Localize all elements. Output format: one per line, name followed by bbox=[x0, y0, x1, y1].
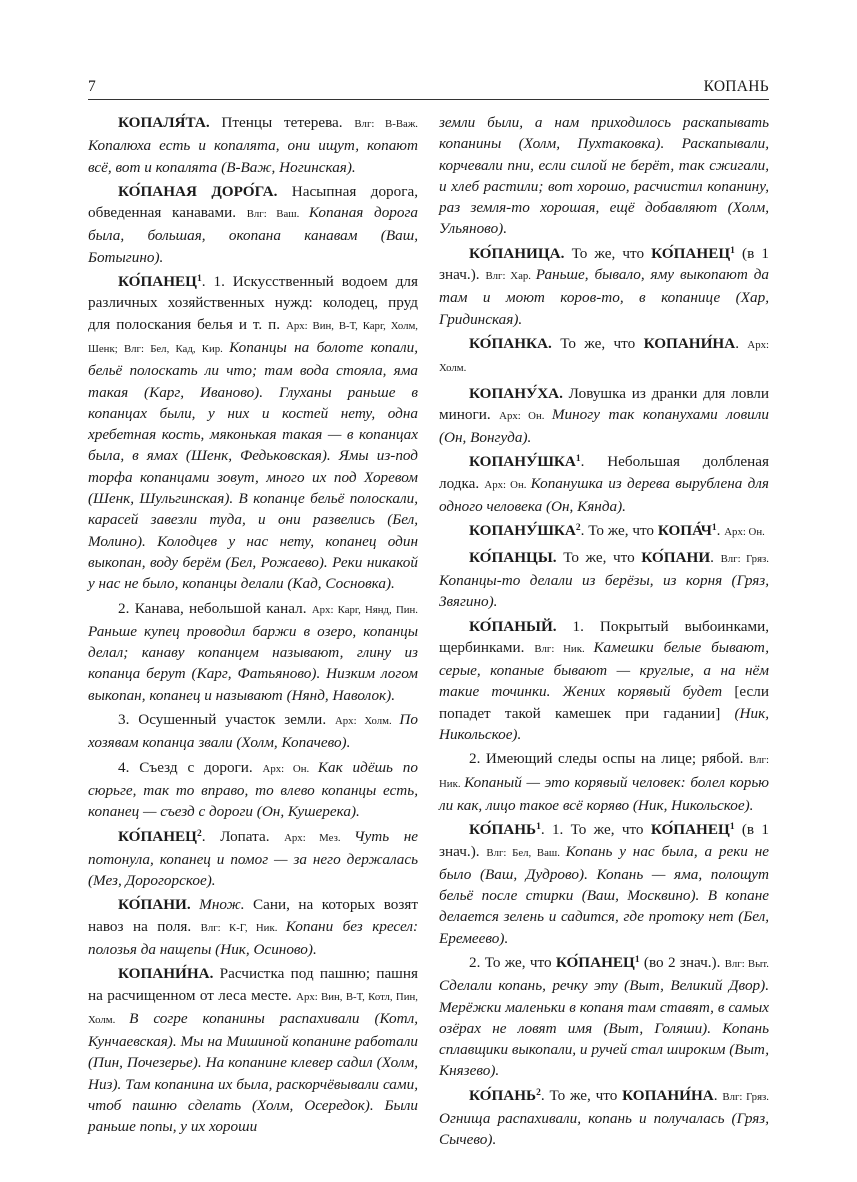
entry-kopanina bbox=[88, 963, 418, 1137]
editorial-note: [если попадет такой камешек при гадании] bbox=[439, 683, 769, 722]
homonym-index: 1 bbox=[536, 822, 541, 833]
source-label: Влг: Ник. bbox=[439, 754, 769, 790]
definition: 2. Канава, небольшой канал. bbox=[118, 599, 312, 617]
example: Камешки белые бывают, серые, копаные бывают — круглые, а на нём такие точинки. Жених корявый будет bbox=[439, 638, 770, 701]
cross-reference: КО́ПАНЕЦ bbox=[650, 821, 730, 839]
entry-kopanyy-sense-2 bbox=[439, 748, 769, 816]
entry-kopanaya-doroga bbox=[88, 181, 418, 268]
entry-kopanina-continued bbox=[439, 112, 769, 240]
definition: Насыпная дорога, обведенная канавами. bbox=[88, 182, 418, 222]
headword: КОПАЛЯ́ТА. bbox=[118, 114, 210, 131]
definition: (во 2 знач.). bbox=[639, 953, 725, 971]
definition: 3. Осушенный участок земли. bbox=[118, 711, 335, 729]
grammar-note: Множ. bbox=[199, 896, 245, 914]
entry-kopanushka-1 bbox=[439, 451, 769, 517]
example: Копанцы-то делали из берёзы, из корня (Гряз, Звягино). bbox=[439, 571, 769, 611]
entry-kopanitsa bbox=[439, 243, 769, 330]
page-header bbox=[88, 74, 769, 100]
source-label: Арх: Он. bbox=[262, 762, 318, 775]
definition: Расчистка под пашню; пашня на расчищенном от леса месте. bbox=[88, 965, 418, 1004]
definition: . То же, что bbox=[540, 1086, 623, 1104]
definition: . bbox=[710, 548, 721, 566]
example: Как идёшь по сюрьге, так то вправо, то влево копанцы есть, копанец — съезд с дороги (Он, Кушерека). bbox=[88, 758, 418, 821]
entry-kopan-1-sense-2 bbox=[439, 952, 769, 1082]
source-label: Арх: Он. bbox=[484, 478, 531, 491]
homonym-index: 1 bbox=[730, 245, 735, 256]
entry-kopalyata bbox=[88, 112, 418, 178]
definition: То же, что bbox=[564, 244, 652, 262]
homonym-index: 2 bbox=[536, 1087, 541, 1098]
entry-kopan-1 bbox=[439, 819, 769, 949]
entry-kopanets-1-sense-3 bbox=[88, 709, 418, 754]
definition bbox=[191, 896, 200, 913]
example: (Ник, Никольское). bbox=[439, 704, 769, 744]
example: Копаная дорога была, большая, окопана канавам (Ваш, Ботыгино). bbox=[88, 204, 418, 266]
headword: КО́ПАНИЦА. bbox=[469, 244, 565, 262]
example: Сделали копань, речку эту (Выт, Великий Двор). Мерёжки маленьки в копаня там ставят, в самых озёрах не ловят имя (Выт, Голяши). Копань сплавщики выкопали, и ручей стал широким (Выт, Князево). bbox=[439, 977, 769, 1080]
source-label: Влг: Гряз. bbox=[722, 1090, 769, 1103]
example: Копаный — это корявый человек: болел корью ли как, лицо такое всё коряво (Ник, Никольское). bbox=[439, 773, 769, 814]
headword: КО́ПАНКА. bbox=[469, 334, 552, 352]
source-label: Арх: Он. bbox=[499, 409, 552, 422]
definition: Птенцы тетерева. bbox=[209, 114, 355, 131]
column-left bbox=[88, 112, 418, 1141]
entry-kopantsy bbox=[439, 547, 769, 613]
entry-kopanyy bbox=[439, 616, 769, 746]
source-label: Арх: Холм. bbox=[439, 338, 770, 375]
headword: КОПАНУ́ШКА bbox=[469, 522, 576, 540]
headword: КО́ПАНИ. bbox=[118, 896, 191, 914]
definition: (в 1 знач.). bbox=[439, 821, 770, 860]
example: Копани без кресел: полозья да нащепы (Ник, Осиново). bbox=[88, 917, 419, 958]
headword: КО́ПАНЕЦ bbox=[118, 273, 197, 291]
headword: КО́ПАНАЯ ДОРО́ГА. bbox=[118, 182, 278, 200]
example: Чуть не потонула, копанец и помог — за него держалась (Мез, Дорогорское). bbox=[88, 827, 419, 890]
column-right bbox=[439, 112, 769, 1154]
definition: Ловушка из дранки для ловли миноги. bbox=[439, 384, 769, 423]
entry-kopanets-1-sense-2 bbox=[88, 598, 418, 706]
entry-kopanukha bbox=[439, 383, 769, 449]
entry-kopanets-1 bbox=[88, 271, 418, 594]
definition: То же, что bbox=[551, 334, 644, 352]
homonym-index: 2 bbox=[197, 828, 202, 839]
definition: 1. Покрытый выбоинками, щербинками. bbox=[439, 617, 769, 656]
source-label: Арх: Вин, В-Т, Карг, Холм, Шенк; Влг: Бел, Кад, Кир. bbox=[88, 319, 418, 355]
cross-reference: КО́ПАНЕЦ bbox=[555, 953, 635, 971]
entry-kopanets-2 bbox=[88, 826, 418, 892]
headword: КО́ПАНЦЫ. bbox=[469, 548, 557, 566]
source-label: Влг: В-Важ. bbox=[354, 118, 418, 130]
entry-kopan-2 bbox=[439, 1085, 769, 1151]
source-label: Влг: Ник. bbox=[534, 642, 594, 655]
example: Копалюха есть и копалята, они ищут, копают всё, вот и копалята (В-Важ, Ногинская). bbox=[88, 137, 418, 176]
source-label: Арх: Холм. bbox=[334, 715, 400, 728]
definition: . Небольшая долбленая лодка. bbox=[439, 453, 769, 492]
source-label: Арх: Вин, В-Т, Котл, Пин, Холм. bbox=[88, 990, 418, 1026]
source-label: Влг: Бел, Ваш. bbox=[486, 846, 566, 859]
definition: . 1. То же, что bbox=[540, 821, 651, 839]
homonym-index: 1 bbox=[575, 454, 581, 465]
headword: КОПАНУ́ХА. bbox=[469, 384, 563, 402]
headword: КО́ПАНЬ bbox=[469, 1086, 537, 1104]
example: По хозявам копанца звали (Холм, Копачево). bbox=[88, 711, 418, 752]
entry-kopani bbox=[88, 894, 418, 960]
entry-kopanets-1-sense-4 bbox=[88, 757, 418, 823]
source-label: Арх: Карг, Нянд, Пин. bbox=[311, 603, 419, 616]
definition: . bbox=[716, 522, 725, 540]
headword: КО́ПАНЕЦ bbox=[118, 827, 197, 845]
example: земли были, а нам приходилось раскапывать копанины (Холм, Пухтаковка). Раскапывали, корчевали пни, если силой не берёт, так сжигали, и хлеб растили; вот хорошо, расчистил копанину, раз земля-то хорошая, ещё добавляют (Холм, Ульяново). bbox=[439, 114, 769, 238]
headword: КО́ПАНЬ bbox=[469, 821, 537, 839]
cross-reference: КОПАНИ́НА bbox=[643, 334, 736, 352]
definition: . 1. Искусственный водоем для различных хозяйственных нужд: колодец, пруд для полоскания белья и т. п. bbox=[88, 273, 418, 333]
source-label: Влг: Хар. bbox=[485, 270, 536, 283]
running-title: КОПАНЬ bbox=[703, 78, 769, 95]
definition: . То же, что bbox=[580, 522, 658, 540]
source-label: Влг: Гряз. bbox=[720, 552, 770, 565]
headword: КОПАНУ́ШКА bbox=[469, 453, 576, 471]
example: Копанушка из дерева вырублена для одного человека (Он, Кянда). bbox=[439, 474, 769, 516]
cross-reference: КО́ПАНИ bbox=[641, 548, 711, 566]
homonym-index: 1 bbox=[711, 523, 717, 534]
example: Миногу так копанухами ловили (Он, Вонгуда). bbox=[439, 405, 769, 447]
definition: . Лопата. bbox=[201, 827, 285, 845]
definition: 2. Имеющий следы оспы на лице; рябой. bbox=[469, 750, 749, 768]
definition: Сани, на которых возят навоз на поля. bbox=[88, 896, 419, 935]
definition: 2. То же, что bbox=[469, 953, 556, 971]
definition: . bbox=[713, 1086, 723, 1104]
example: Копанцы на болоте копали, бельё полоскать ли что; там вода стояла, яма такая (Карг, Иваново). Глуханы раньше в копанцах были, у них и костей нету, одна хребетная кость, мяконькая такая — в копанцах была, в ямах (Шенк, Федьковская). Ямы из-под торфа копанцами зовут, много их под Хоревом (Шенк, Шульгинская). В копанце бельё полоскали, карасей завезли туда, и они развелись (Бел, Молино). Колодцев у нас нету, копанец один выкопан, воду берём (Бел, Рожаево). Реки никакой у нас не было, копанцы делали (Кад, Сосновка). bbox=[88, 338, 418, 593]
example: В согре копанины распахивали (Котл, Кунчаевская). Мы на Мишиной копанине работали (Пин, Почезерье). На копанине клевер садил (Холм, Низ). Там копанина их была, раскорчёвывали сами, чтоб пашню сделать (Холм, Осередок). Были раньше попы, у их хороши bbox=[88, 1009, 418, 1136]
cross-reference: КОПА́Ч bbox=[657, 522, 712, 540]
header-rule bbox=[88, 99, 769, 100]
entry-kopanka bbox=[439, 333, 769, 380]
homonym-index: 1 bbox=[634, 954, 640, 965]
page-number: 7 bbox=[88, 78, 96, 95]
entry-kopanushka-2 bbox=[439, 520, 769, 543]
example: Раньше купец проводил баржи в озеро, копанцы делал; канаву копанцем называют, глину из копанца берут (Карг, Фатьяново). Низким логом выкопан, копанец и называют (Нянд, Наволок). bbox=[88, 622, 418, 704]
source-label: Влг: Выт. bbox=[724, 957, 769, 970]
source-label: Арх: Он. bbox=[724, 526, 765, 539]
source-label: Влг: К-Г, Ник. bbox=[200, 921, 286, 934]
definition: То же, что bbox=[556, 548, 642, 566]
cross-reference: КО́ПАНЕЦ bbox=[651, 244, 731, 262]
example: Копань у нас была, а реки не было (Ваш, Дудрово). Копань — яма, полощут бельё после стирки (Ваш, Москвино). В копане делается зелень и садится, где протоку нет (Бел, Еремеево). bbox=[439, 842, 769, 947]
homonym-index: 1 bbox=[197, 274, 202, 285]
homonym-index: 1 bbox=[729, 822, 735, 833]
cross-reference: КОПАНИ́НА bbox=[622, 1086, 714, 1104]
example: Раньше, бывало, яму выкопают да там и моют коров-то, в копанице (Хар, Гридинская). bbox=[439, 266, 769, 328]
definition: (в 1 знач.). bbox=[439, 244, 769, 284]
definition: . bbox=[735, 334, 748, 352]
headword: КОПАНИ́НА. bbox=[118, 965, 214, 983]
source-label: Влг: Ваш. bbox=[246, 208, 309, 221]
source-label: Арх: Мез. bbox=[284, 831, 355, 844]
definition: 4. Съезд с дороги. bbox=[118, 758, 263, 776]
homonym-index: 2 bbox=[575, 523, 581, 534]
headword: КО́ПАНЫЙ. bbox=[469, 617, 557, 635]
example: Огнища распахивали, копань и получалась (Гряз, Сычево). bbox=[439, 1110, 769, 1149]
